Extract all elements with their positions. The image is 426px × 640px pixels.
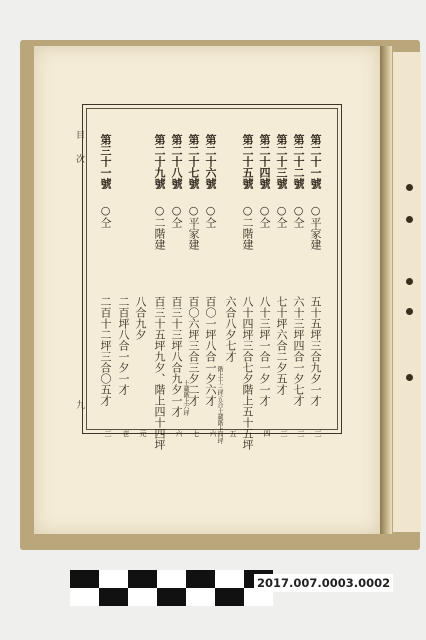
- entry-header: 第二十七號: [187, 134, 200, 189]
- entry-header: 第三十一號: [99, 134, 112, 189]
- entry-value: 五十五坪三合九夕一才: [309, 296, 322, 406]
- entry-header: 第二十九號: [153, 134, 166, 189]
- entry-page-number: 六: [209, 430, 217, 437]
- entry-label: ○仝: [99, 204, 112, 228]
- margin-label-second: 次: [74, 154, 84, 163]
- entry-label: ○二階建: [241, 204, 254, 250]
- entry-page-number: 三: [314, 430, 322, 437]
- entry-value: 百〇一坪八合一夕六才: [204, 296, 217, 406]
- entry-header: 第二十八號: [170, 134, 183, 189]
- entry-page-number: 三: [280, 430, 288, 437]
- entry-value: 八十三坪一合一夕一才: [258, 296, 271, 406]
- entry-label: ○平家建: [187, 204, 200, 250]
- entry-header: 第二十一號: [309, 134, 322, 189]
- entry-page-number: 五: [229, 430, 237, 437]
- margin-label-page: 九: [74, 400, 84, 409]
- entry-page-number: 三: [297, 430, 305, 437]
- right-page-edge: [392, 52, 421, 532]
- entry-label: ○平家建: [309, 204, 322, 250]
- entry-page-number: 四: [263, 430, 271, 437]
- entry-page-number: 壱: [122, 430, 130, 437]
- entry-page-number: 三: [104, 430, 112, 437]
- entry-value: 二百坪八合一夕一才: [117, 296, 130, 395]
- entry-header: 第二十四號: [258, 134, 271, 189]
- entry-label: ○仝: [292, 204, 305, 228]
- entry-value-continued: 六合八夕七才: [224, 296, 237, 362]
- entry-note: 土蔵階上六坪: [182, 380, 189, 416]
- entry-header: 第二十三號: [275, 134, 288, 189]
- entry-value: 六十三坪四合一夕七才: [292, 296, 305, 406]
- entry-value: 八十四坪三合七夕階上五十五坪: [241, 296, 254, 450]
- catalog-number: 2017.007.0003.0002: [254, 574, 393, 592]
- entry-page-number: 七: [192, 430, 200, 437]
- entry-label: ○仝: [275, 204, 288, 228]
- binding-hole: [406, 374, 413, 381]
- entry-page-number: 元: [139, 430, 147, 437]
- binding-hole: [406, 216, 413, 223]
- entry-value: 七十坪六合二夕五才: [275, 296, 288, 395]
- entry-header: 第二十二號: [292, 134, 305, 189]
- book-gutter: [380, 46, 392, 534]
- entry-label: ○仝: [204, 204, 217, 228]
- binding-hole: [406, 278, 413, 285]
- entry-header: 第二十六號: [204, 134, 217, 189]
- entry-page-number: 六: [175, 430, 183, 437]
- entry-value: 百三十五坪九夕、階上四十四坪: [153, 296, 166, 450]
- entry-label: ○仝: [258, 204, 271, 228]
- margin-label-top: 目: [74, 130, 84, 139]
- entry-label: ○二階建: [153, 204, 166, 250]
- entry-value: 二百十二坪三合〇五才: [99, 296, 112, 406]
- entry-value: 百三十三坪八合九夕一才: [170, 296, 183, 417]
- binding-hole: [406, 184, 413, 191]
- entry-value: 百〇六坪三合三夕二才: [187, 296, 200, 406]
- entry-header: 第二十五號: [241, 134, 254, 189]
- binding-hole: [406, 308, 413, 315]
- entry-label: ○仝: [170, 204, 183, 228]
- entry-value-continued: 八合九夕: [134, 296, 147, 340]
- entry-note: 階上十三坪五合土蔵階上四坪: [216, 366, 223, 444]
